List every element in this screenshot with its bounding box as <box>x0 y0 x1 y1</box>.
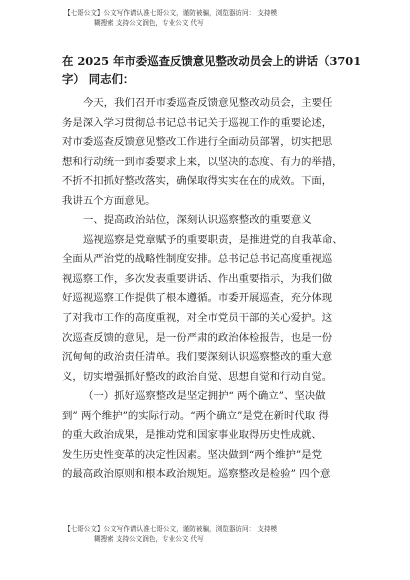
body-line: 想和行动统一到市委要求上来，以坚决的态度、有力的举措， <box>62 155 343 168</box>
header-line-2: 糊搜索 支持公文润色，专业公文 代写 <box>94 19 204 27</box>
footer-line-1: 【七哥公文】公文写作请认准七哥公文，谨防被骗，浏览器访问： 支持模 <box>64 525 278 533</box>
header-line-1: 【七哥公文】公文写作请认准七哥公文，谨防被骗，浏览器访问： 支持模 <box>64 9 278 17</box>
body-line: 我讲五个方面意见。 <box>62 194 156 207</box>
document-title <box>62 52 362 88</box>
body-line: 的最高政治原则和根本政治规矩。巡察整改是检验” 四个意 <box>62 468 331 481</box>
body-line: 发生历史性变革的决定性因素。坚决做到“两个维护”是党 <box>62 448 322 461</box>
body-line: 巡视巡察是党章赋予的重要职责，是推进党的自我革命、 <box>83 233 343 246</box>
title-line-2: 字） 同志们： <box>62 72 135 86</box>
body-line: 今天，我们召开市委巡查反馈意见整改动员会，主要任 <box>83 97 333 109</box>
body-line: 不折不扣抓好整改落实，确保取得实实在在的成效。下面， <box>62 175 333 188</box>
document-body <box>62 94 362 485</box>
body-line: 义，切实增强抓好整改的政治自觉、思想自觉和行动自觉。 <box>62 370 333 383</box>
body-line: 对市委巡查反馈意见整改工作进行全面动员部署，切实把思 <box>62 136 333 149</box>
body-line: 务是深入学习贯彻总书记总书记关于巡视工作的重要论述， <box>62 116 333 129</box>
title-line-1: 在 2025 年市委巡查反馈意见整改动员会上的讲话（3701 <box>62 54 362 68</box>
body-line: 次巡查反馈的意见，是一份严肃的政治体检报告，也是一份 <box>62 331 333 344</box>
page-header-watermark <box>64 8 364 28</box>
body-line: 视巡察工作，多次发表重要讲话、作出重要指示，为我们做 <box>62 272 333 285</box>
subsection-heading: （一）抓好巡察整改是坚定拥护“ 两个确立”、坚决做 <box>83 390 326 403</box>
page-footer-watermark <box>64 524 364 544</box>
body-line: 好巡视巡察工作提供了根本遵循。市委开展巡查，充分体现 <box>62 292 333 305</box>
body-line: 全面从严治党的战略性制度安排。总书记总书记高度重视巡 <box>62 253 333 266</box>
body-line: 的重大政治成果，是推动党和国家事业取得历史性成就、 <box>62 429 322 442</box>
body-line: 到” 两个维护”的实际行动。“两个确立”是党在新时代取 得 <box>62 409 329 422</box>
section-heading: 一、提高政治站位，深刻认识巡察整改的重要意义 <box>83 214 312 227</box>
body-line: 了对我市工作的高度重视，对全市党员干部的关心爱护。这 <box>62 312 333 325</box>
footer-line-2: 糊搜索 支持公文润色，专业公文 代写 <box>94 535 204 543</box>
body-line: 沉甸甸的政治责任清单。我们要深刻认识巡察整改的重大意 <box>62 351 333 364</box>
